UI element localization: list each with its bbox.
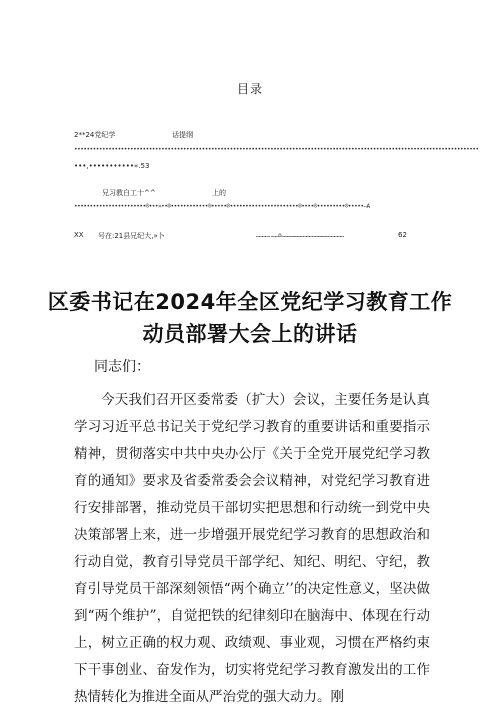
toc-entry-1-dot-leader: •••••••••••••••••••••••••••••••••••••••••••••••••••••••••••••••••••••••••••••••••••••••••••••••••••••••••••••••••••••••••••••••••• — [74, 146, 479, 153]
toc-entry-3-prefix: XX — [74, 231, 84, 239]
toc-entry-1-page-line[interactable]: •••,•••••••••••«.53 — [74, 162, 150, 170]
toc-entry-2-title-part-a[interactable]: 兄习教白工十^^ — [102, 189, 156, 197]
toc-entry-3-dot-leader: …………‥……o…………………………………………………… — [256, 232, 344, 239]
greeting: 同志们： — [94, 359, 150, 375]
toc-entry-1-title-part-a[interactable]: 2**24党纪学 — [74, 131, 116, 139]
toc-entry-1-title-part-b[interactable]: 话提纲 — [172, 131, 193, 139]
toc-entry-3-page-number[interactable]: 62 — [398, 231, 407, 239]
document-title-line-2: 动员部署大会上的讲话 — [142, 322, 358, 346]
toc-entry-3-title[interactable]: 号在:21县兄纪大,»卜 — [98, 232, 165, 240]
toc-title: 目录 — [236, 82, 263, 96]
body-paragraph: 今天我们召开区委常委（扩大）会议，主要任务是认真学习习近平总书记关于党纪学习教育的重要讲话和重要指示精神，贯彻落实中共中央办公厅《关于全党开展党纪学习教育的通知》要求及省委常委会会议精神，对党纪学习教育进行安排部署，推动党员干部切实把思想和行动统一到党中央决策部署上来，进一步增强开展党纪学习教育的思想政治和行动自觉，教育引导党员干部学纪、知纪、明纪、守纪，教育引导党员干部深刻领悟“两个确立’’的决定性意义，坚决做到“两个维护”，自觉把铁的纪律刻印在脑海中、体现在行动上，树立正确的权力观、政绩观、事业观，习惯在严格约束下干事创业、奋发作为，切实将党纪学习教育激发出的工作热情转化为推进全面从严治党的强大动力。刚 — [74, 392, 430, 705]
toc-entry-2-dot-leader: •••••••••••••••••••••••®•••»••®••••••••••••®•••••®••••••••••••••••••••••®••••®•••••••••®•••••—A — [74, 203, 370, 210]
document-title-line-1: 区委书记在2024年全区党纪学习教育工作 — [47, 290, 453, 314]
toc-entry-2-title-part-b[interactable]: 上的 — [212, 189, 226, 197]
